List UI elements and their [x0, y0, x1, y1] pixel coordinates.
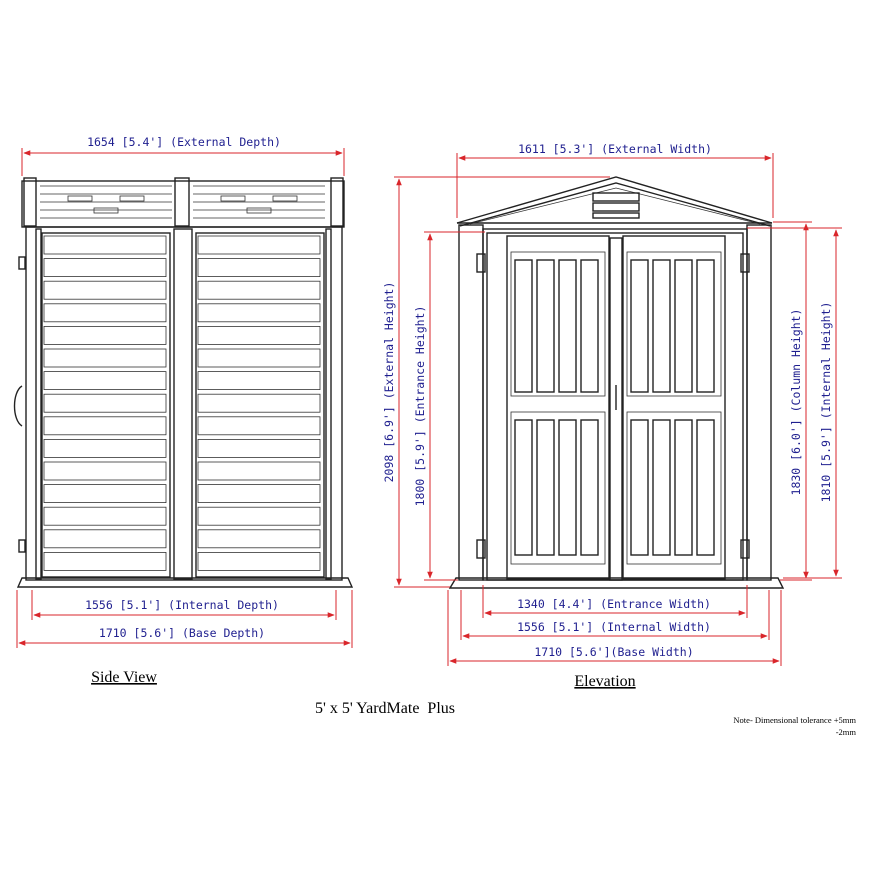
- drawing-panel: [44, 326, 166, 344]
- drawing-panel: [581, 260, 598, 392]
- drawing-panel: [697, 260, 714, 392]
- product-title: 5' x 5' YardMate Plus: [315, 700, 455, 717]
- drawing-panel: [198, 462, 320, 480]
- drawing-panel: [198, 417, 320, 435]
- drawing-panel: [697, 420, 714, 555]
- drawing-panel: [627, 412, 721, 564]
- drawing-panel: [44, 236, 166, 254]
- drawing-panel: [44, 304, 166, 322]
- drawing-panel: [198, 281, 320, 299]
- drawing-panel: [44, 349, 166, 367]
- drawing-panel: [627, 252, 721, 396]
- drawing-panel: [247, 208, 271, 213]
- drawing-panel: [44, 507, 166, 525]
- drawing-panel: [581, 420, 598, 555]
- drawing-panel: [198, 552, 320, 570]
- wall-panels-right: [198, 236, 320, 570]
- drawing-panel: [44, 259, 166, 277]
- drawing-panel: [44, 417, 166, 435]
- drawing-panel: [44, 530, 166, 548]
- drawing-panel: [44, 462, 166, 480]
- base-width-label: 1710 [5.6'](Base Width): [534, 645, 694, 659]
- left-door-panels: [511, 252, 605, 564]
- drawing-panel: [273, 196, 297, 201]
- drawing-panel: [515, 420, 532, 555]
- drawing-panel: [511, 252, 605, 396]
- left-door: [507, 236, 609, 579]
- drawing-panel: [198, 394, 320, 412]
- wall-panels-left: [44, 236, 166, 570]
- external-width-label: 1611 [5.3'] (External Width): [518, 142, 712, 156]
- drawing-panel: [120, 196, 144, 201]
- drawing-panel: [94, 208, 118, 213]
- entrance-width-label: 1340 [4.4'] (Entrance Width): [517, 597, 711, 611]
- right-door-panels: [627, 252, 721, 564]
- drawing-panel: [675, 260, 692, 392]
- drawing-panel: [653, 260, 670, 392]
- tolerance-note: Note- Dimensional tolerance +5mm: [733, 715, 856, 725]
- drawing-panel: [198, 304, 320, 322]
- drawing-panel: [198, 439, 320, 457]
- external-height-label: 2098 [6.9'] (External Height): [382, 281, 396, 483]
- drawing-panel: [511, 412, 605, 564]
- drawing-panel: [515, 260, 532, 392]
- drawing-panel: [631, 420, 648, 555]
- drawing-panel: [44, 552, 166, 570]
- side-view-caption: Side View: [91, 669, 157, 686]
- drawing-panel: [559, 260, 576, 392]
- drawing-panel: [198, 326, 320, 344]
- drawing-panel: [537, 260, 554, 392]
- drawing-panel: [559, 420, 576, 555]
- drawing-panel: [653, 420, 670, 555]
- drawing-panel: [44, 439, 166, 457]
- internal-width-label: 1556 [5.1'] (Internal Width): [517, 620, 711, 634]
- internal-height-label: 1810 [5.9'] (Internal Height): [819, 301, 833, 503]
- side-view: [15, 135, 353, 686]
- drawing-panel: [198, 236, 320, 254]
- drawing-panel: [198, 530, 320, 548]
- drawing-panel: [221, 196, 245, 201]
- tolerance-note-minus: -2mm: [835, 727, 856, 737]
- drawing-panel: [68, 196, 92, 201]
- drawing-panel: [198, 507, 320, 525]
- drawing-panel: [198, 259, 320, 277]
- entrance-height-label: 1800 [5.9'] (Entrance Height): [413, 305, 427, 507]
- right-door: [623, 236, 725, 579]
- external-depth-label: 1654 [5.4'] (External Depth): [87, 135, 281, 149]
- drawing-panel: [44, 372, 166, 390]
- base-depth-label: 1710 [5.6'] (Base Depth): [98, 626, 266, 640]
- elevation-roof: [457, 177, 772, 226]
- internal-depth-label: 1556 [5.1'] (Internal Depth): [85, 598, 279, 612]
- column-height-label: 1830 [6.0'] (Column Height): [789, 308, 803, 496]
- roof-slats-left: [40, 186, 172, 218]
- drawing-panel: [44, 281, 166, 299]
- drawing-panel: [198, 349, 320, 367]
- elevation-walls: [459, 225, 771, 580]
- door-handle-icon: [15, 386, 23, 426]
- drawing-panel: [675, 420, 692, 555]
- drawing-panel: [198, 485, 320, 503]
- drawing-panel: [631, 260, 648, 392]
- side-roof: [22, 178, 344, 227]
- drawing-panel: [44, 394, 166, 412]
- elevation-caption: Elevation: [574, 673, 636, 690]
- roof-slats-right: [193, 186, 325, 218]
- side-wall: [15, 227, 343, 580]
- drawing-panel: [44, 485, 166, 503]
- drawing-panel: [198, 372, 320, 390]
- drawing-panel: [537, 420, 554, 555]
- elevation-view: [382, 142, 842, 690]
